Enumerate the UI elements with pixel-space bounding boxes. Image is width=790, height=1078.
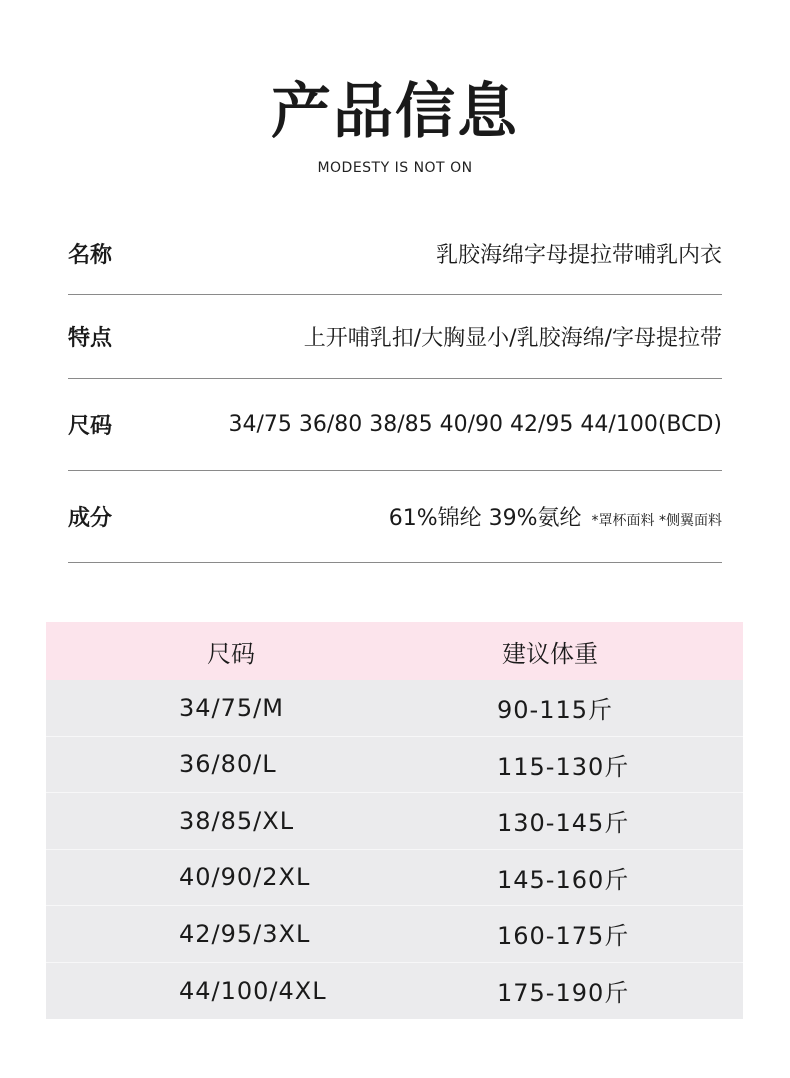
size-cell: 38/85/XL [179,806,295,835]
size-cell: 40/90/2XL [179,863,311,892]
size-table [46,622,743,1019]
weight-cell: 145-160斤 [497,865,630,894]
size-cell: 36/80/L [179,750,277,779]
info-label: 特点 [68,326,113,351]
weight-cell: 175-190斤 [497,979,630,1008]
info-label: 尺码 [68,414,113,439]
column-header-weight: 建议体重 [502,639,598,668]
weight-cell: 130-145斤 [497,809,630,838]
size-cell: 34/75/M [179,693,284,722]
weight-cell: 90-115斤 [497,696,614,725]
page-subtitle: MODESTY IS NOT ON [317,160,473,176]
info-value: 乳胶海绵字母提拉带哺乳内衣 [435,242,722,268]
table-row [46,793,743,850]
table-row [46,680,743,737]
table-row [46,906,743,963]
info-note: *罩杯面料 *侧翼面料 [591,513,722,529]
info-value: 61%锦纶 39%氨纶 [388,506,582,531]
info-row-sizes [68,379,722,471]
page-title: 产品信息 [271,77,519,147]
size-cell: 42/95/3XL [179,919,311,948]
weight-cell: 115-130斤 [497,752,630,781]
weight-cell: 160-175斤 [497,922,630,951]
info-row-composition [68,471,722,563]
info-label: 成分 [68,506,113,531]
column-header-size: 尺码 [207,639,255,668]
table-row [46,737,743,794]
table-row [46,850,743,907]
table-body [46,680,743,1019]
size-cell: 44/100/4XL [179,976,327,1005]
info-label: 名称 [68,242,113,268]
info-value: 上开哺乳扣/大胸显小/乳胶海绵/字母提拉带 [303,326,722,351]
info-row-name [68,212,722,295]
info-value: 34/75 36/80 38/85 40/90 42/95 44/100(BCD) [228,412,722,437]
product-info-list [68,212,722,563]
table-row [46,963,743,1020]
info-row-features [68,295,722,379]
info-value-group [389,501,722,532]
table-header [46,622,743,680]
